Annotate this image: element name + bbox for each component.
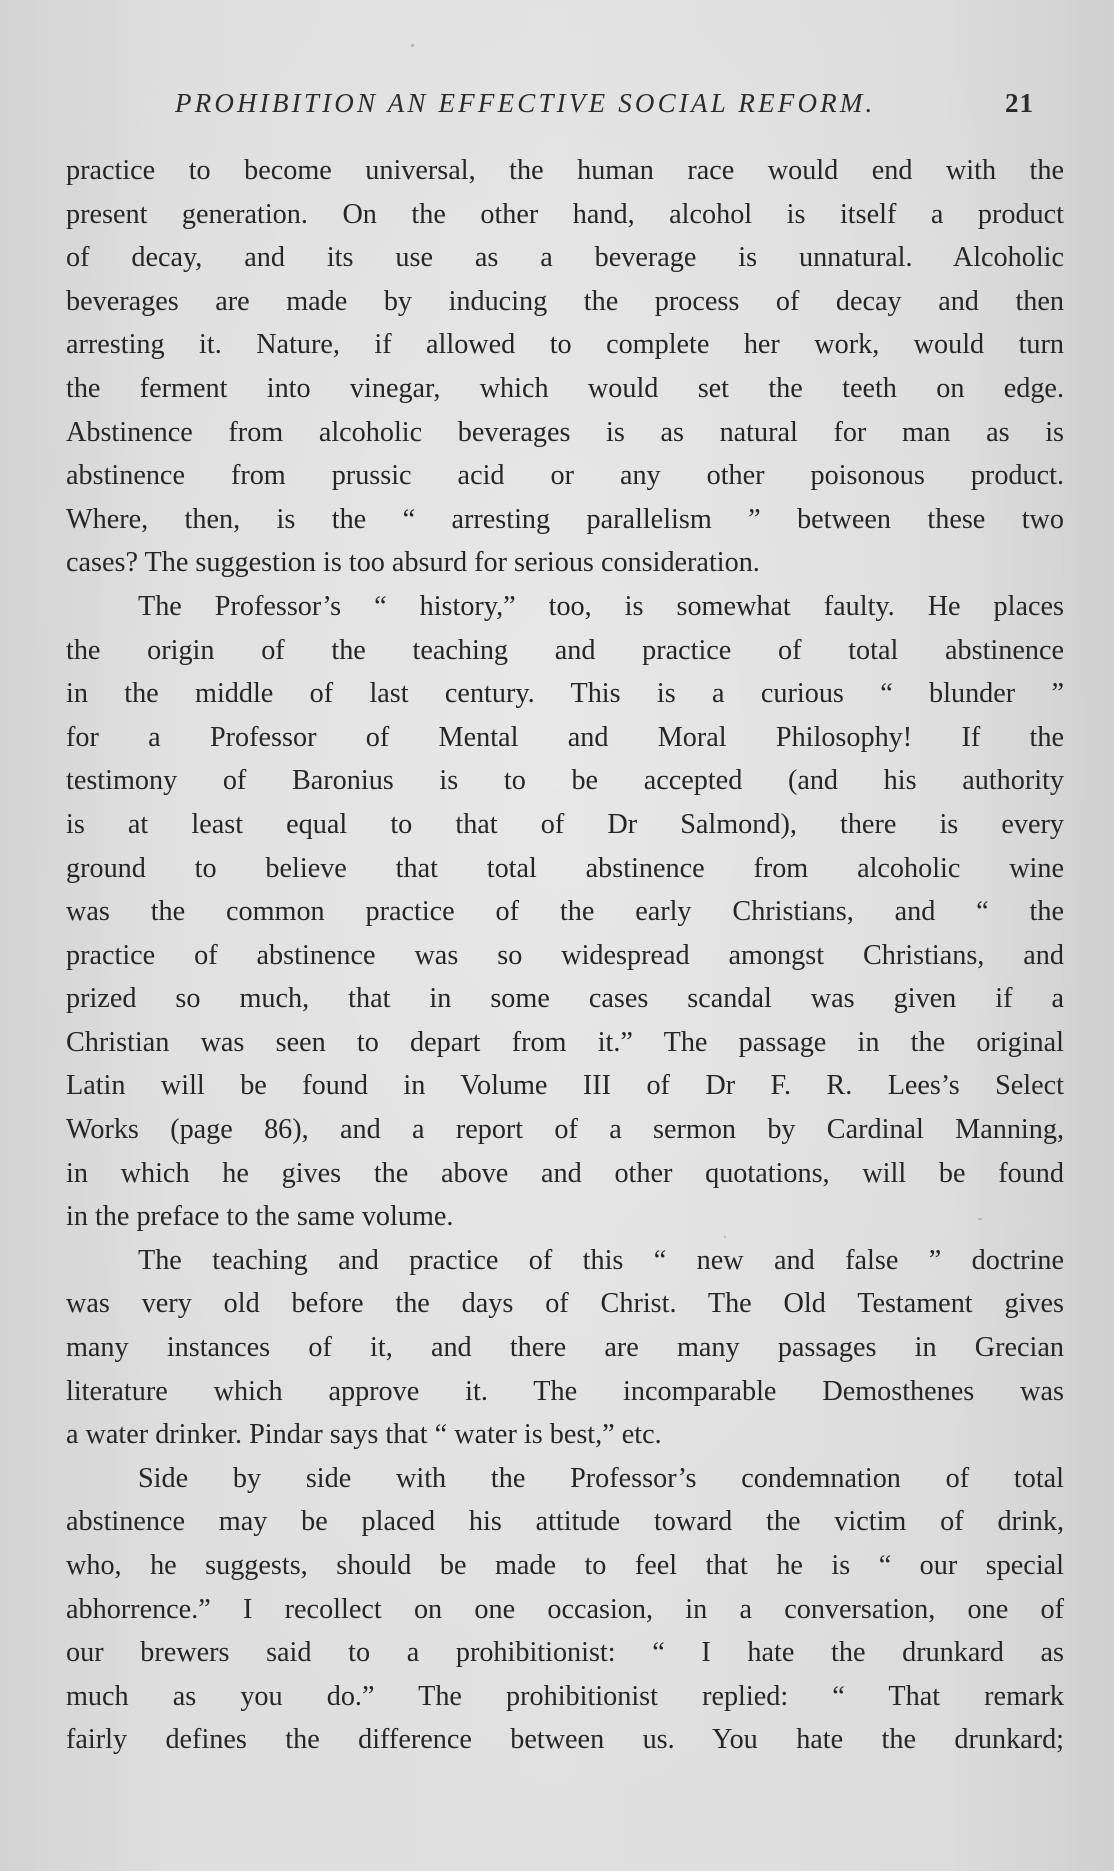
- text-line: is at least equal to that of Dr Salmond), there is every: [66, 808, 1064, 840]
- paragraph-2: [66, 585, 1064, 1239]
- paragraph-1: [66, 149, 1064, 585]
- text-line: The Professor’s “ history,” too, is somewhat faulty. He places: [138, 590, 1064, 622]
- text-line: the origin of the teaching and practice of total abstinence: [66, 634, 1064, 666]
- text-line: ground to believe that total abstinence from alcoholic wine: [66, 852, 1064, 884]
- text-line: practice of abstinence was so widespread amongst Christians, and: [66, 939, 1064, 971]
- text-line: in the preface to the same volume.: [66, 1201, 454, 1233]
- text-line: the ferment into vinegar, which would set the teeth on edge.: [66, 372, 1064, 404]
- text-line: in the middle of last century. This is a curious “ blunder ”: [66, 678, 1064, 710]
- paper-speck: [978, 1218, 982, 1220]
- text-line: abstinence may be placed his attitude toward the victim of drink,: [66, 1506, 1064, 1538]
- text-line: present generation. On the other hand, alcohol is itself a product: [66, 198, 1064, 230]
- text-line: prized so much, that in some cases scandal was given if a: [66, 983, 1064, 1015]
- text-line: many instances of it, and there are many passages in Grecian: [66, 1332, 1064, 1364]
- text-line: Abstinence from alcoholic beverages is as natural for man as is: [66, 416, 1064, 448]
- paper-speck: [724, 1236, 726, 1238]
- text-line: cases? The suggestion is too absurd for serious consideration.: [66, 547, 760, 579]
- text-line: abstinence from prussic acid or any other poisonous product.: [66, 460, 1064, 492]
- text-line: was the common practice of the early Christians, and “ the: [66, 896, 1064, 928]
- text-line: literature which approve it. The incomparable Demosthenes was: [66, 1375, 1064, 1407]
- text-line: abhorrence.” I recollect on one occasion, in a conversation, one of: [66, 1593, 1064, 1625]
- text-line: arresting it. Nature, if allowed to complete her work, would turn: [66, 329, 1064, 361]
- text-line: for a Professor of Mental and Moral Philosophy! If the: [66, 721, 1064, 753]
- paper-speck: [411, 44, 414, 47]
- paragraph-3: [66, 1239, 1064, 1457]
- text-line: our brewers said to a prohibitionist: “ I hate the drunkard as: [66, 1637, 1064, 1669]
- paragraph-4: [66, 1457, 1064, 1762]
- text-line: practice to become universal, the human race would end with the: [66, 155, 1064, 186]
- text-line: Latin will be found in Volume III of Dr F. R. Lees’s Select: [66, 1070, 1064, 1102]
- text-line: in which he gives the above and other quotations, will be found: [66, 1157, 1064, 1189]
- text-line: much as you do.” The prohibitionist replied: “ That remark: [66, 1680, 1064, 1712]
- text-line: testimony of Baronius is to be accepted (and his authority: [66, 765, 1064, 797]
- text-line: Where, then, is the “ arresting parallelism ” between these two: [66, 503, 1064, 535]
- body-text: [66, 149, 1064, 1762]
- text-line: who, he suggests, should be made to feel that he is “ our special: [66, 1550, 1064, 1581]
- text-line: beverages are made by inducing the process of decay and then: [66, 285, 1064, 317]
- running-title: PROHIBITION AN EFFECTIVE SOCIAL REFORM.: [175, 88, 876, 118]
- text-line: The teaching and practice of this “ new and false ” doctrine: [138, 1244, 1064, 1276]
- text-line: Works (page 86), and a report of a sermon by Cardinal Manning,: [66, 1114, 1064, 1146]
- text-line: of decay, and its use as a beverage is unnatural. Alcoholic: [66, 242, 1064, 274]
- text-line: a water drinker. Pindar says that “ water is best,” etc.: [66, 1419, 662, 1451]
- text-line: Side by side with the Professor’s condemnation of total: [138, 1462, 1064, 1494]
- text-line: was very old before the days of Christ. The Old Testament gives: [66, 1288, 1064, 1320]
- page-number: 21: [1005, 88, 1034, 118]
- text-line: fairly defines the difference between us. You hate the drunkard;: [66, 1724, 1064, 1756]
- text-line: Christian was seen to depart from it.” The passage in the original: [66, 1026, 1064, 1058]
- running-head: [60, 88, 1054, 124]
